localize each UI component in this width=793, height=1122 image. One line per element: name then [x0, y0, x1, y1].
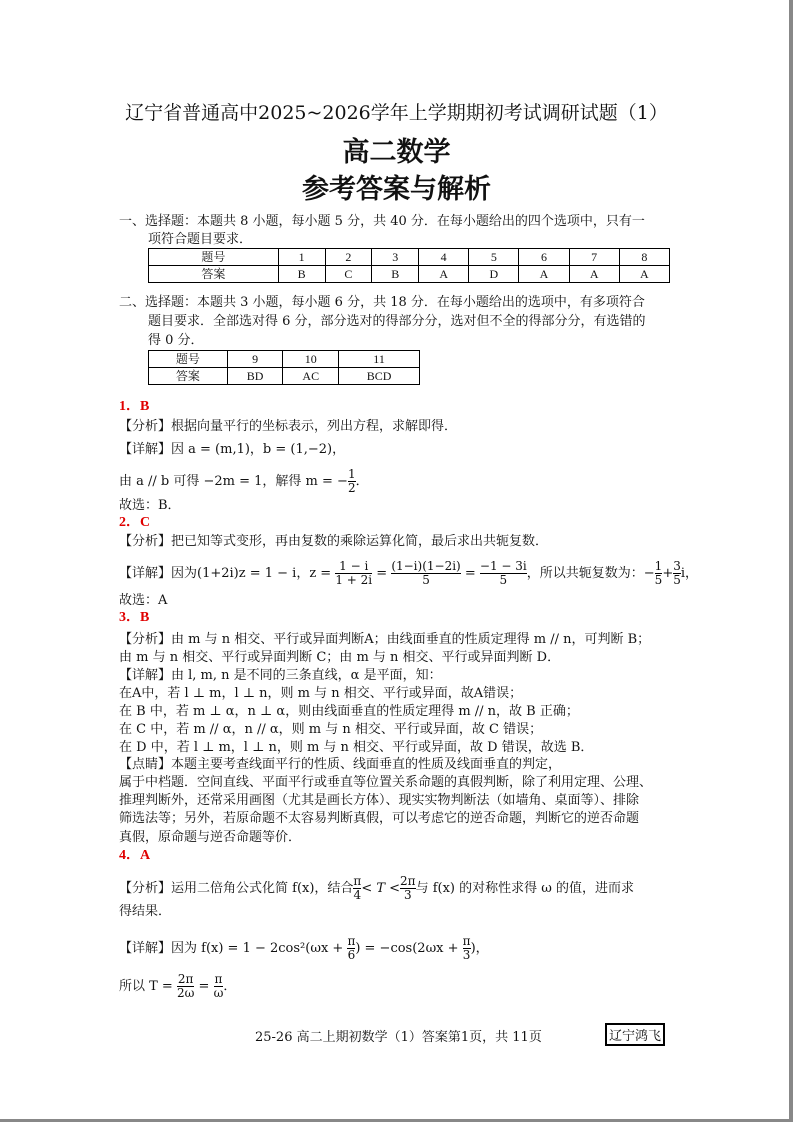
- denominator: 5: [673, 573, 681, 587]
- cell: 4: [419, 249, 469, 266]
- q1-analysis: 【分析】根据向量平行的坐标表示，列出方程，求解即得．: [119, 419, 458, 434]
- numerator: 3: [673, 559, 681, 573]
- fraction: [400, 875, 416, 902]
- numerator: 1 − i: [335, 560, 372, 574]
- fraction: [391, 560, 460, 587]
- q4-heading: 4．A: [119, 848, 151, 863]
- q3-line: 由 m 与 n 相交、平行或异面判断 C；由 m 与 n 相交、平行或异面判断 D．: [119, 650, 561, 665]
- numerator: 1: [654, 559, 663, 573]
- page-footer: 25-26 高二上期初数学（1）答案第1页，共 11页: [255, 1030, 542, 1045]
- denominator: 5: [654, 573, 663, 587]
- q3-line: 在 C 中，若 m // α，n // α，则 m 与 n 相交、平行或异面，故 C 错误；: [119, 722, 543, 737]
- cell: B: [372, 266, 419, 283]
- text: ，所以共轭复数为：−: [526, 566, 655, 581]
- text: 由 a // b 可得 −2m = 1，解得 m = −: [119, 474, 348, 489]
- q1-solve: 由 a // b 可得 −2m = 1，解得 m = − $\frac{1}{2}$ ．: [119, 467, 369, 495]
- text: )，: [470, 941, 489, 956]
- text: 【详解】因为 f(x) = 1 − 2cos²(ωx +: [119, 941, 348, 956]
- cell: 6: [519, 249, 569, 266]
- fraction: [348, 468, 356, 495]
- fraction: [214, 973, 224, 1000]
- numerator: π: [353, 874, 362, 888]
- cell: 5: [469, 249, 519, 266]
- cell: 10: [283, 351, 339, 368]
- section2-answer-table: [148, 350, 420, 385]
- cell: A: [569, 266, 619, 283]
- q2-heading: 2．C: [119, 515, 151, 530]
- q3-line: 在 D 中，若 l ⊥ m，l ⊥ n，则 m 与 n 相交、平行或异面，故 D 错误，故选 B．: [119, 740, 594, 755]
- cell: 3: [372, 249, 419, 266]
- subject-title: 高二数学: [342, 137, 451, 168]
- q3-line: 【分析】由 m 与 n 相交、平行或异面判断A；由线面垂直的性质定理得 m // n，可判断 B；: [119, 632, 651, 647]
- q3-heading: 3．B: [119, 610, 150, 625]
- header-cell: 题号: [149, 351, 228, 368]
- section1-intro-2: 项符合题目要求．: [148, 232, 253, 247]
- q4-analysis-2: 得结果．: [119, 904, 172, 919]
- fraction: [335, 560, 372, 587]
- denominator: 4: [353, 888, 362, 902]
- cell: 11: [339, 351, 420, 368]
- cell: AC: [283, 368, 339, 385]
- text: 与 f(x) 的对称性求得 ω 的值，进而求: [415, 881, 634, 896]
- q3-line: 推理判断外，还常采用画图（尤其是画长方体）、现实实物判断法（如墙角、桌面等）、排除: [119, 793, 640, 808]
- numerator: 1: [347, 467, 356, 481]
- section2-intro-2: 题目要求．全部选对得 6 分，部分选对的得部分分，选对但不全的得部分分，有选错的: [148, 314, 646, 329]
- fraction: [177, 973, 194, 1000]
- numerator: π: [462, 934, 471, 948]
- cell: A: [519, 266, 569, 283]
- denominator: 2ω: [176, 986, 195, 1000]
- cell: 7: [569, 249, 619, 266]
- section1-answer-table: [148, 248, 670, 283]
- numerator: π: [214, 972, 223, 986]
- text: < T <: [361, 881, 401, 896]
- text: 【分析】运用二倍角公式化简 f(x)，结合: [119, 881, 354, 896]
- cell: 2: [325, 249, 372, 266]
- q4-period: [119, 973, 236, 1000]
- text: i，: [680, 566, 699, 581]
- header-cell: 答案: [149, 266, 279, 283]
- text: ．: [223, 979, 237, 994]
- numerator: −1 − 3i: [479, 559, 527, 573]
- section2-intro: 二、选择题：本题共 3 小题，每小题 6 分，共 18 分．在每小题给出的选项中，有多项符合: [119, 295, 645, 310]
- q3-line: 【点睛】本题主要考查线面平行的性质、线面垂直的性质及线面垂直的判定，: [119, 757, 562, 772]
- denominator: 3: [403, 888, 412, 902]
- q3-line: 在A中，若 l ⊥ m，l ⊥ n，则 m 与 n 相交、平行或异面，故A错误；: [119, 686, 523, 701]
- q3-line: 真假，原命题与逆否命题等价．: [119, 830, 302, 845]
- fraction: [463, 935, 471, 962]
- q3-line: 在 B 中，若 m ⊥ α，n ⊥ α，则由线面垂直的性质定理得 m // n，故 B 正确；: [119, 704, 579, 719]
- denominator: 2: [347, 481, 356, 495]
- numerator: 2π: [400, 874, 416, 888]
- publisher-stamp: 辽宁鸿飞: [605, 1023, 665, 1046]
- cell: BCD: [339, 368, 420, 385]
- cell: 1: [278, 249, 325, 266]
- denominator: 5: [422, 573, 430, 587]
- denominator: 3: [462, 948, 471, 962]
- fraction: [655, 560, 663, 587]
- numerator: 2π: [177, 972, 194, 986]
- text: 【详解】因为(1+2i)z = 1 − i，z =: [119, 566, 336, 581]
- cell: C: [325, 266, 372, 283]
- fraction: [480, 560, 527, 587]
- q4-analysis: [119, 875, 634, 902]
- header-cell: 答案: [149, 368, 228, 385]
- text: ) = −cos(2ωx +: [355, 941, 463, 956]
- q3-line: 筛选法等；另外，若原命题不太容易判断真假，可以考虑它的逆否命题，判断它的逆否命题: [119, 811, 640, 826]
- cell: 9: [227, 351, 283, 368]
- q3-line: 【详解】由 l, m, n 是不同的三条直线，α 是平面，知：: [119, 668, 442, 683]
- q1-detail: 【详解】因 a = (m,1)，b = (1,−2)，: [119, 442, 346, 457]
- text: 所以 T =: [119, 979, 177, 994]
- text: =: [194, 979, 214, 994]
- denominator: 6: [347, 948, 356, 962]
- denominator: 5: [499, 573, 508, 587]
- cell: A: [419, 266, 469, 283]
- q2-conclusion: 故选：A: [119, 593, 168, 608]
- numerator: π: [347, 934, 356, 948]
- doc-title: 参考答案与解析: [302, 174, 491, 205]
- q1-heading: 1．B: [119, 399, 150, 414]
- header-cell: 题号: [149, 249, 279, 266]
- fraction: [673, 560, 681, 587]
- q3-line: 属于中档题．空间直线、平面平行或垂直等位置关系命题的真假判断，除了利用定理、公理、: [119, 775, 653, 790]
- section1-intro: 一、选择题：本题共 8 小题，每小题 5 分，共 40 分．在每小题给出的四个选项中，只有一: [119, 214, 645, 229]
- denominator: 1 + 2i: [335, 573, 373, 587]
- q2-detail: 【详解】因为(1+2i)z = 1 − i，z = $\frac{1 - i}{1 + 2i}$ = $\frac{(1-i)(1-2i)}{5}$ = $\frac{-1 - 3i}{5}$ ，所以共轭复数为：− $\frac{1}{5}$ + $\frac{3}{5}$ i，: [119, 559, 699, 587]
- numerator: (1−i)(1−2i): [391, 559, 461, 573]
- q1-conclusion: 故选：B．: [119, 498, 181, 513]
- cell: 8: [619, 249, 669, 266]
- q2-analysis: 【分析】把已知等式变形，再由复数的乘除运算化简，最后求出共轭复数．: [119, 534, 549, 549]
- denominator: ω: [213, 986, 224, 1000]
- cell: A: [619, 266, 669, 283]
- cell: BD: [227, 368, 283, 385]
- exam-title: 辽宁省普通高中2025~2026学年上学期期初考试调研试题（1）: [125, 102, 668, 124]
- cell: B: [278, 266, 325, 283]
- q4-detail: [119, 935, 489, 962]
- section2-intro-3: 得 0 分．: [148, 333, 204, 348]
- cell: D: [469, 266, 519, 283]
